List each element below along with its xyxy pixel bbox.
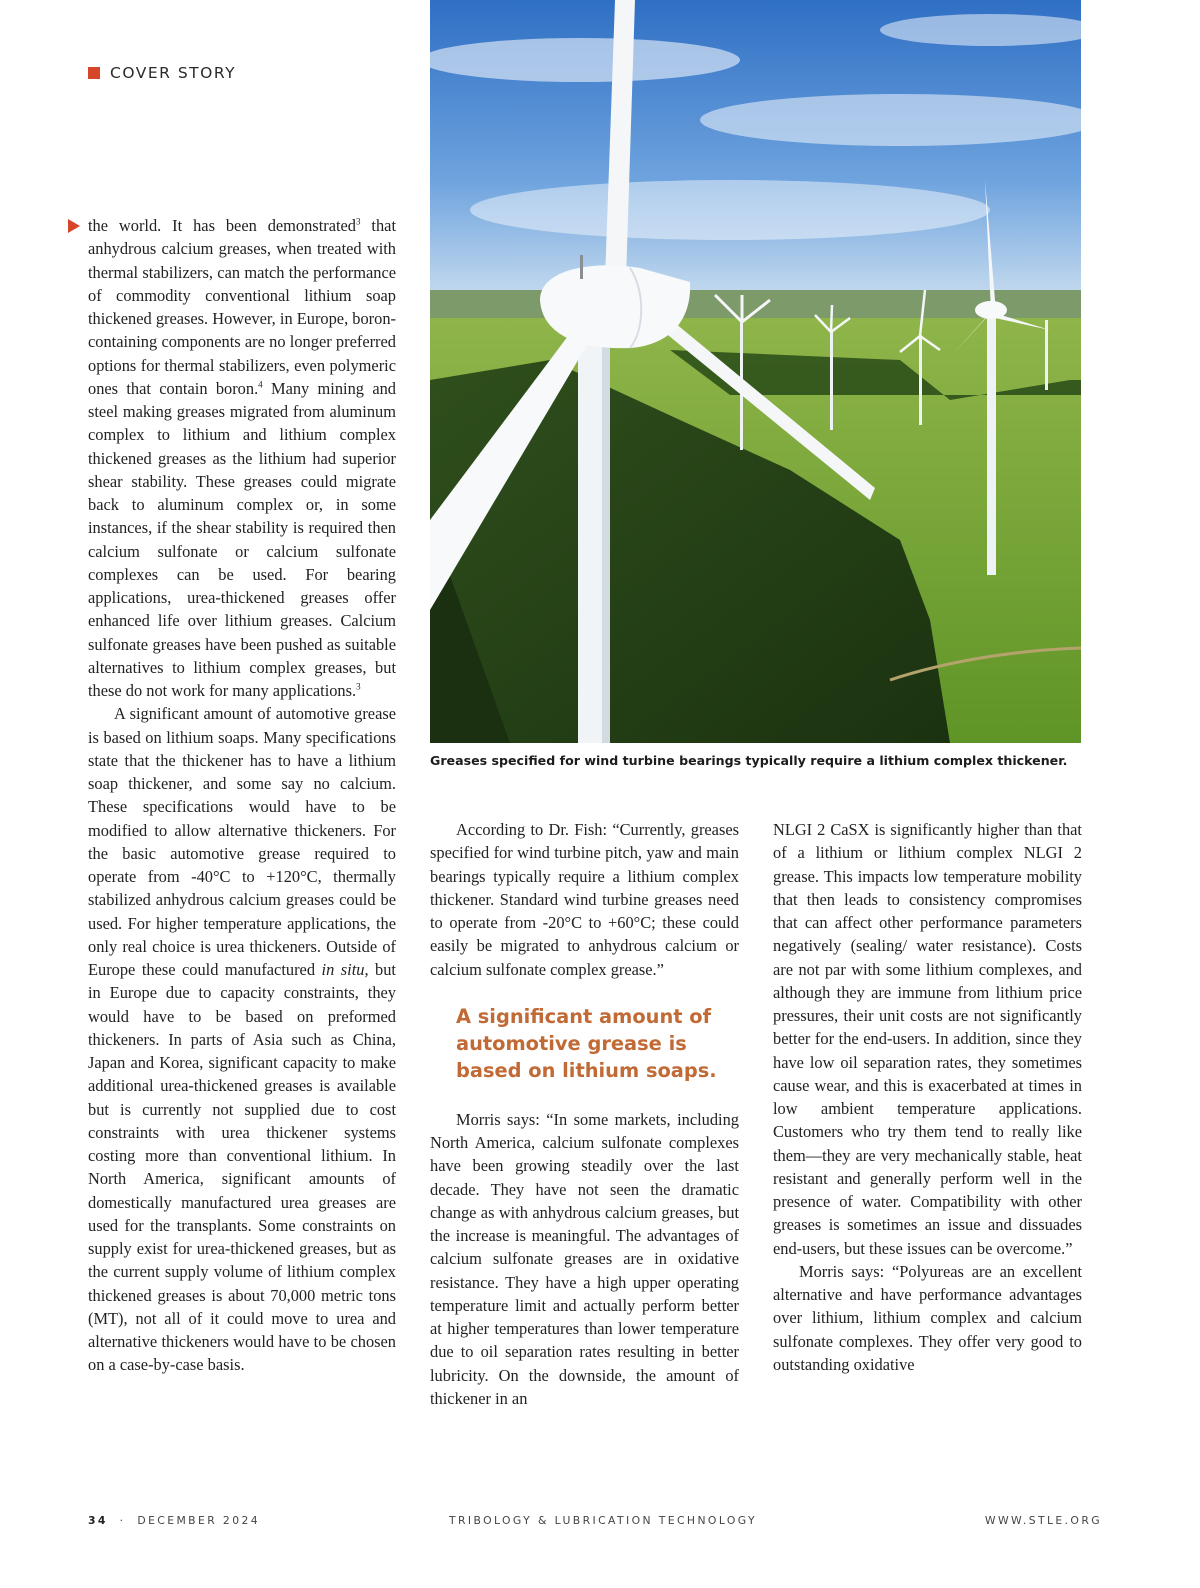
article-column-2 — [430, 818, 739, 1410]
page-number: 34 — [88, 1514, 108, 1527]
section-label: COVER STORY — [110, 64, 237, 82]
wind-turbine-photo — [430, 0, 1081, 743]
footer-folio — [88, 1514, 260, 1527]
paragraph: Morris says: “Polyureas are an excellent alternative and have performance advantages over lithium, lithium complex and calcium sulfonate complexes. They offer very good to outstanding oxidative — [773, 1261, 1082, 1374]
pull-quote: A significant amount of automotive grease is based on lithium soaps. — [456, 1004, 717, 1082]
text-run: Many mining and steel making greases migrated from aluminum complex to lithium and lithium complex thickened greases as the lithium had superior shear stability. These greases could migrate back to aluminum complex or, in some instances, if the shear stability is required then calcium sulfonate or calcium sulfonate complexes can be used. For bearing applications, urea-thickened greases offer enhanced life over lithium greases. Calcium sulfonate greases have been pushed as suitable alternatives to lithium complex greases, but these do not work for many applications. — [88, 378, 396, 700]
section-marker-square — [88, 67, 100, 79]
paragraph: NLGI 2 CaSX is significantly higher than that of a lithium or lithium complex NLGI 2 grease. This impacts low temperature mobility that then leads to consistency compromises that can affect other performance parameters negatively (sealing/ water resistance). Costs are not par with some lithium complexes, and although they are immune from lithium price pressures, their unit costs are not significantly better for the end-users. In addition, since they have low oil separation rates, they sometimes cause wear, and this is exacerbated at times in low ambient temperature applications. Customers who try them tend to really like them—they are very mechanically stable, heat resistant and generally perform well in the presence of water. Compatibility with other greases is sometimes an issue and dissuades end-users, but these issues can be overcome.” — [773, 820, 1082, 1258]
text-run: but in Europe due to capacity constraints, they would have to be based on preformed thickeners. In parts of Asia such as China, Japan and Korea, significant capacity to make additional urea-thickened greases is available but is currently not supplied due to cost constraints with urea thickener systems costing more than conventional lithium. In North America, significant amounts of domestically manufactured urea greases are used for the transplants. Some constraints on supply exist for urea-thickened greases, but as the current supply volume of lithium complex thickened greases is about 70,000 metric tons (MT), not all of it could move to urea and alternative thickeners would have to be chosen on a case-by-case basis. — [88, 960, 396, 1375]
footer-separator: · — [119, 1514, 126, 1527]
article-column-1 — [88, 214, 396, 1377]
triangle-arrow-icon — [68, 219, 80, 233]
paragraph — [88, 702, 396, 1376]
text-run: A significant amount of automotive grease is based on lithium soaps. Many specifications state that the thickener has to have a lithium soap thickener, and some say no calcium. These specifications would have to be modified to allow alternative thickeners. For the basic automotive grease required to operate from -40°C to +120°C, thermally stabilized anhydrous calcium greases could be used. For higher temperature applications, the only real choice is urea thickeners. Outside of Europe these could manufactured — [88, 704, 396, 979]
paragraph: According to Dr. Fish: “Currently, greases specified for wind turbine pitch, yaw and main bearings typically require a lithium complex thickener. Standard wind turbine greases need to operate from -20°C to +60°C; these could easily be migrated to anhydrous calcium or calcium sulfonate complex grease.” — [430, 820, 739, 979]
section-tag — [88, 64, 236, 82]
text-run: the world. It has been demonstrated — [88, 216, 357, 235]
article-column-3 — [773, 818, 1082, 1376]
website-link[interactable]: WWW.STLE.ORG — [984, 1514, 1102, 1527]
issue-date: DECEMBER 2024 — [137, 1514, 261, 1527]
paragraph: Morris says: “In some markets, including North America, calcium sulfonate complexes have been growing steadily over the last decade. They have not seen the dramatic change as with anhydrous calcium greases, but the increase is meaningful. The advantages of calcium sulfonate greases are in oxidative resistance. They have a high upper operating temperature limit and actually perform better at higher temperatures than lower temperature due to oil separation rates resulting in better lubricity. On the downside, the amount of thickener in an — [430, 1109, 739, 1408]
footnote-ref: 3 — [356, 216, 361, 227]
publication-name: TRIBOLOGY & LUBRICATION TECHNOLOGY — [449, 1514, 757, 1527]
footnote-ref: 4 — [258, 379, 263, 390]
paragraph — [88, 214, 396, 702]
text-run: that anhydrous calcium greases, when treated with thermal stabilizers, can match the performance of commodity conventional lithium soap thickened greases. However, in Europe, boron-containing components are no longer preferred options for thermal stabilizers, even polymeric ones that contain boron. — [88, 216, 397, 398]
footnote-ref: 3 — [356, 681, 361, 692]
italic-text: in situ, — [321, 960, 369, 979]
figure-caption: Greases specified for wind turbine bearings typically require a lithium complex thickener. — [430, 753, 1068, 768]
